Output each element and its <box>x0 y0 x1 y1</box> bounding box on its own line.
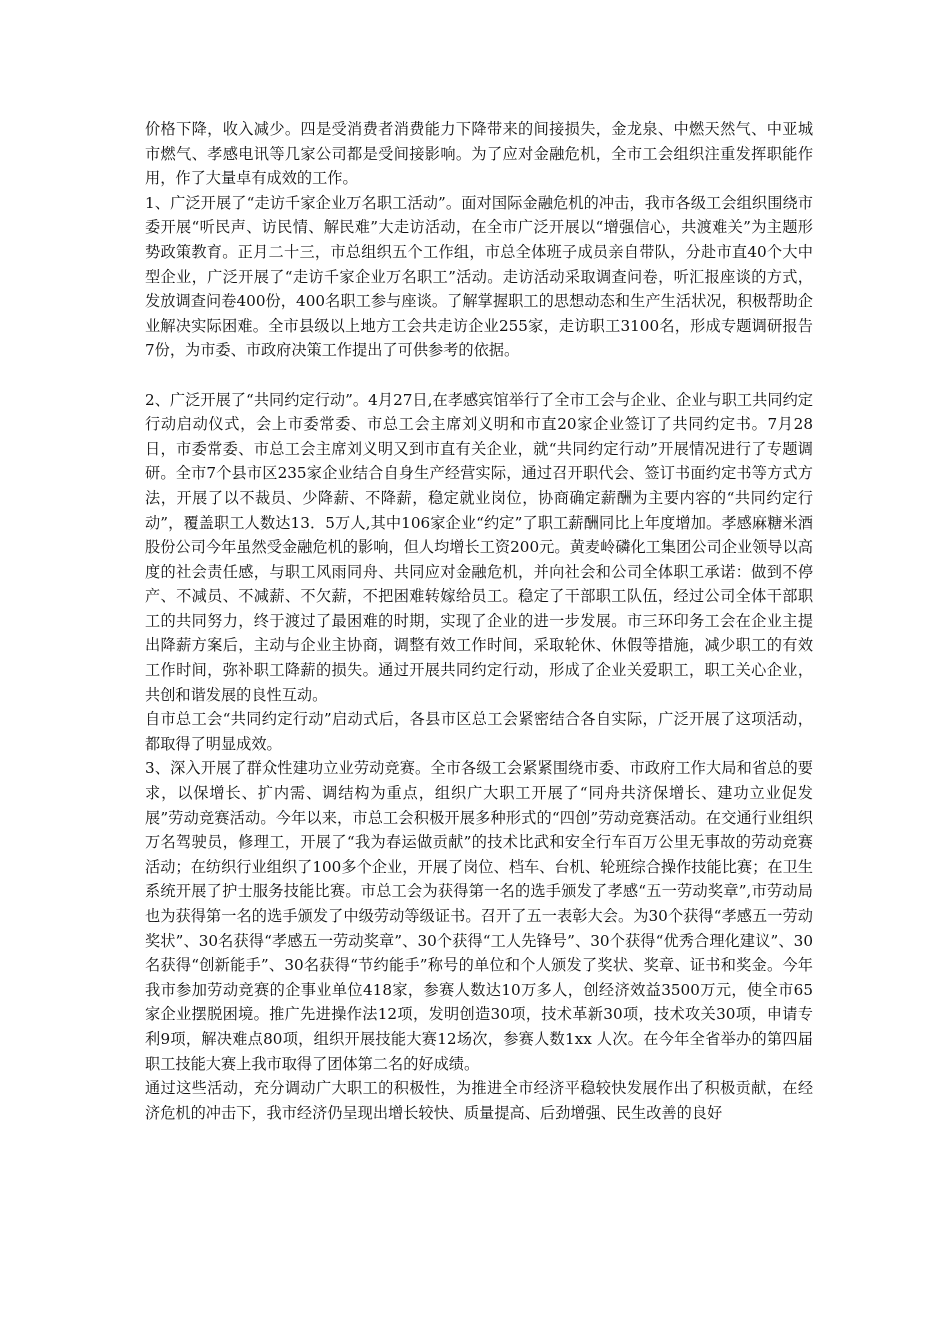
document-body <box>145 117 813 1125</box>
paragraph-section-2: 2、广泛开展了“共同约定行动”。4月27日,在孝感宾馆举行了全市工会与企业、企业与职工共同约定行动启动仪式，会上市委常委、市总工会主席刘义明和市直20家企业签订了共同约定书。7月28日，市委常委、市总工会主席刘义明又到市直有关企业，就“共同约定行动”开展情况进行了专题调研。全市7个县市区235家企业结合自身生产经营实际，通过召开职代会、签订书面约定书等方式方法，开展了以不裁员、少降薪、不降薪，稳定就业岗位，协商确定薪酬为主要内容的“共同约定行动”，覆盖职工人数达13．5万人,其中106家企业“约定”了职工薪酬同比上年度增加。孝感麻糖米酒股份公司今年虽然受金融危机的影响，但人均增长工资200元。黄麦岭磷化工集团公司企业领导以高度的社会责任感，与职工风雨同舟、共同应对金融危机，并向社会和公司全体职工承诺：做到不停产、不减员、不减薪、不欠薪，不把困难转嫁给员工。稳定了干部职工队伍，经过公司全体干部职工的共同努力，终于渡过了最困难的时期，实现了企业的进一步发展。市三环印务工会在企业主提出降薪方案后，主动与企业主协商，调整有效工作时间，采取轮休、休假等措施，减少职工的有效工作时间，弥补职工降薪的损失。通过开展共同约定行动，形成了企业关爱职工，职工关心企业，共创和谐发展的良性互动。 <box>145 390 813 704</box>
paragraph-section-3: 3、深入开展了群众性建功立业劳动竞赛。全市各级工会紧紧围绕市委、市政府工作大局和省总的要求，以保增长、扩内需、调结构为重点，组织广大职工开展了“同舟共济保增长、建功立业促发展”劳动竞赛活动。今年以来，市总工会积极开展多种形式的“四创”劳动竞赛活动。在交通行业组织万名驾驶员，修理工，开展了“我为春运做贡献”的技术比武和安全行车百万公里无事故的劳动竞赛活动；在纺织行业组织了100多个企业，开展了岗位、档车、台机、轮班综合操作技能比赛；在卫生系统开展了护士服务技能比赛。市总工会为获得第一名的选手颁发了孝感“五一劳动奖章”,市劳动局也为获得第一名的选手颁发了中级劳动等级证书。召开了五一表彰大会。为30个获得“孝感五一劳动奖状”、30名获得“孝感五一劳动奖章”、30个获得“工人先锋号”、30个获得“优秀合理化建议”、30名获得“创新能手”、30名获得“节约能手”称号的单位和个人颁发了奖状、奖章、证书和奖金。今年我市参加劳动竞赛的企事业单位418家，参赛人数达10万多人，创经济效益3500万元，使全市65家企业摆脱困境。推广先进操作法12项，发明创造30项，技术革新30项，技术攻关30项，申请专利9项，解决难点80项，组织开展技能大赛12场次，参赛人数1xx 人次。在今年全省举办的第四届职工技能大赛上我市取得了团体第二名的好成绩。 <box>145 759 813 1073</box>
blank-line <box>145 363 813 388</box>
paragraph-section-2-followup: 自市总工会“共同约定行动”启动式后，各县市区总工会紧密结合各自实际，广泛开展了这项活动，都取得了明显成效。 <box>145 710 813 753</box>
paragraph-conclusion: 通过这些活动，充分调动广大职工的积极性，为推进全市经济平稳较快发展作出了积极贡献，在经济危机的冲击下，我市经济仍呈现出增长较快、质量提高、后劲增强、民生改善的良好 <box>145 1079 813 1122</box>
paragraph-section-1: 1、广泛开展了“走访千家企业万名职工活动”。面对国际金融危机的冲击，我市各级工会组织围绕市委开展“听民声、访民情、解民难”大走访活动，在全市广泛开展以“增强信心，共渡难关”为主题形势政策教育。正月二十三，市总组织五个工作组，市总全体班子成员亲自带队，分赴市直40个大中型企业，广泛开展了“走访千家企业万名职工”活动。走访活动采取调查问卷，听汇报座谈的方式，发放调查问卷400份，400名职工参与座谈。了解掌握职工的思想动态和生产生活状况，积极帮助企业解决实际困难。全市县级以上地方工会共走访企业255家，走访职工3100名，形成专题调研报告7份，为市委、市政府决策工作提出了可供参考的依据。 <box>145 193 813 360</box>
paragraph-intro: 价格下降，收入减少。四是受消费者消费能力下降带来的间接损失，金龙泉、中燃天然气、中亚城市燃气、孝感电讯等几家公司都是受间接影响。为了应对金融危机，全市工会组织注重发挥职能作用，作了大量卓有成效的工作。 <box>145 120 813 188</box>
